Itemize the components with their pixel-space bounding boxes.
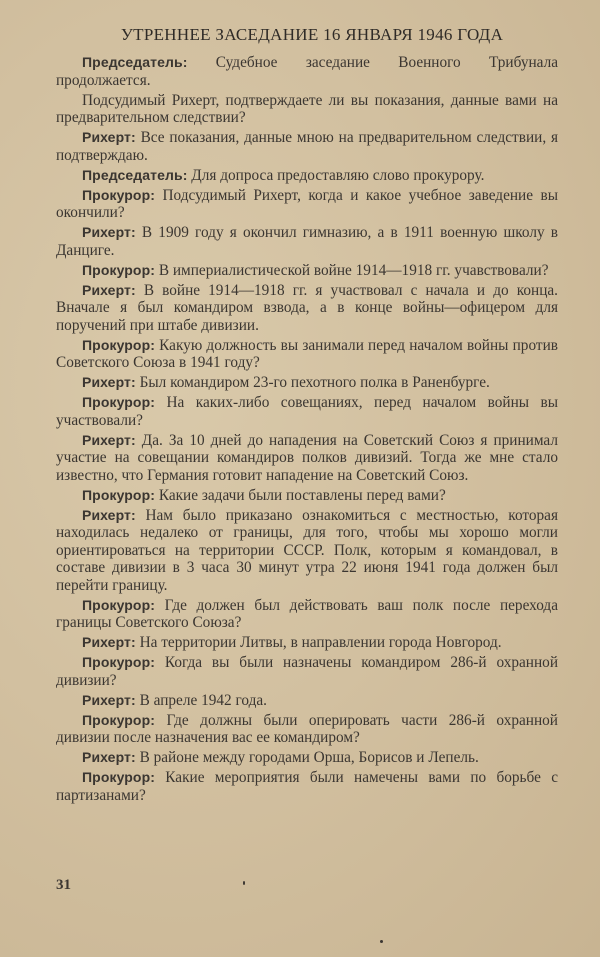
paragraph — [56, 374, 558, 392]
paragraph-text: Судебное заседание Военного Трибунала продолжается. — [56, 54, 558, 89]
paragraph-text: Подсудимый Рихерт, когда и какое учебное заведение вы окончили? — [56, 186, 558, 221]
speaker-label: Прокурор: — [82, 711, 155, 728]
document-page — [56, 25, 558, 807]
page-number: 31 — [56, 877, 71, 893]
paragraph — [56, 224, 558, 259]
paper-speck — [243, 881, 245, 885]
paragraph-text: Для допроса предоставляю слово прокурору. — [187, 166, 485, 184]
speaker-label: Прокурор: — [82, 186, 155, 203]
paragraph — [56, 749, 558, 767]
paragraph-text: В войне 1914—1918 гг. я участвовал с начала и до конца. Вначале я был командиром взвода, а в конце войны—офицером для поручений при штабе дивизии. — [56, 281, 558, 334]
speaker-label: Рихерт: — [82, 129, 136, 145]
paragraph — [56, 92, 558, 127]
paragraph — [56, 167, 558, 185]
paragraph — [56, 394, 558, 429]
speaker-label: Рихерт: — [82, 281, 136, 298]
speaker-label: Рихерт: — [82, 634, 136, 650]
speaker-label: Рихерт: — [82, 749, 136, 765]
speaker-label: Прокурор: — [82, 261, 155, 278]
paragraph-text: На территории Литвы, в направлении города Новгород. — [135, 634, 502, 651]
paragraph-text: Какую должность вы занимали перед началом войны против Советского Союза в 1941 году? — [56, 336, 558, 371]
paragraph-text: Какие задачи были поставлены перед вами? — [155, 486, 446, 504]
paragraph — [56, 654, 558, 689]
paragraph — [56, 54, 558, 89]
speaker-label: Председатель: — [82, 54, 188, 70]
paragraph — [56, 769, 558, 804]
paragraph — [56, 129, 558, 164]
paragraph-text: На каких-либо совещаниях, перед началом войны вы участвовали? — [56, 394, 558, 429]
speaker-label: Рихерт: — [82, 691, 136, 708]
paragraph — [56, 187, 558, 222]
paragraph-text: Да. За 10 дней до нападения на Советский Союз я принимал участие на совещании командиров полков дивизий. Тогда же мне стало известно, что Германия готовит нападение на Советский Союз. — [56, 431, 558, 484]
paragraph-text: В империалистической войне 1914—1918 гг. учавствовали? — [155, 261, 549, 279]
speaker-label: Прокурор: — [82, 769, 155, 785]
paragraph-text: В 1909 году я окончил гимназию, а в 1911 военную школу в Данциге. — [56, 224, 558, 259]
paragraph — [56, 432, 558, 485]
paragraph — [56, 712, 558, 747]
paragraph — [56, 337, 558, 372]
paper-speck — [380, 940, 383, 943]
paragraph-text: Нам было приказано ознакомиться с местностью, которая находилась недалеко от границы, для того, чтобы мы хорошо могли ориентироваться на территории СССР. Полк, которым я командовал, в составе дивизии в 3 часа 30 минут утра 22 июня 1941 года должен был перейти границу. — [56, 506, 558, 594]
paragraph-text: В районе между городами Орша, Борисов и Лепель. — [135, 749, 479, 766]
paragraph-text: Все показания, данные мною на предварительном следствии, я подтверждаю. — [56, 129, 558, 164]
speaker-label: Прокурор: — [82, 486, 155, 503]
paragraph-text: Где должны были оперировать части 286-й охранной дивизии после назначения вас ее командиром? — [56, 711, 558, 746]
speaker-label: Рихерт: — [82, 506, 136, 523]
paragraph — [56, 282, 558, 335]
speaker-label: Рихерт: — [82, 431, 136, 448]
speaker-label: Прокурор: — [82, 654, 155, 670]
speaker-label: Председатель: — [82, 166, 188, 183]
paragraph — [56, 487, 558, 505]
speaker-label: Прокурор: — [82, 336, 155, 353]
paragraph-text: В апреле 1942 года. — [135, 691, 267, 709]
paragraph-text: Был командиром 23-го пехотного полка в Раненбурге. — [135, 374, 490, 391]
speaker-label: Рихерт: — [82, 224, 136, 240]
paragraph — [56, 262, 558, 280]
paragraph-text: Подсудимый Рихерт, подтверждаете ли вы показания, данные вами на предварительном следствии? — [56, 91, 558, 126]
speaker-label: Рихерт: — [82, 374, 136, 390]
speaker-label: Прокурор: — [82, 394, 155, 410]
paragraph — [56, 634, 558, 652]
paragraph-text: Где должен был действовать ваш полк после перехода границы Советского Союза? — [56, 596, 558, 631]
paragraph — [56, 692, 558, 710]
paragraph — [56, 597, 558, 632]
page-title: УТРЕННЕЕ ЗАСЕДАНИЕ 16 ЯНВАРЯ 1946 ГОДА — [120, 25, 504, 44]
speaker-label: Прокурор: — [82, 596, 155, 613]
paragraph — [56, 507, 558, 595]
paragraph-text: Какие мероприятия были намечены вами по борьбе с партизанами? — [56, 769, 558, 804]
transcript-body — [56, 54, 558, 804]
paragraph-text: Когда вы были назначены командиром 286-й охранной дивизии? — [56, 654, 558, 689]
